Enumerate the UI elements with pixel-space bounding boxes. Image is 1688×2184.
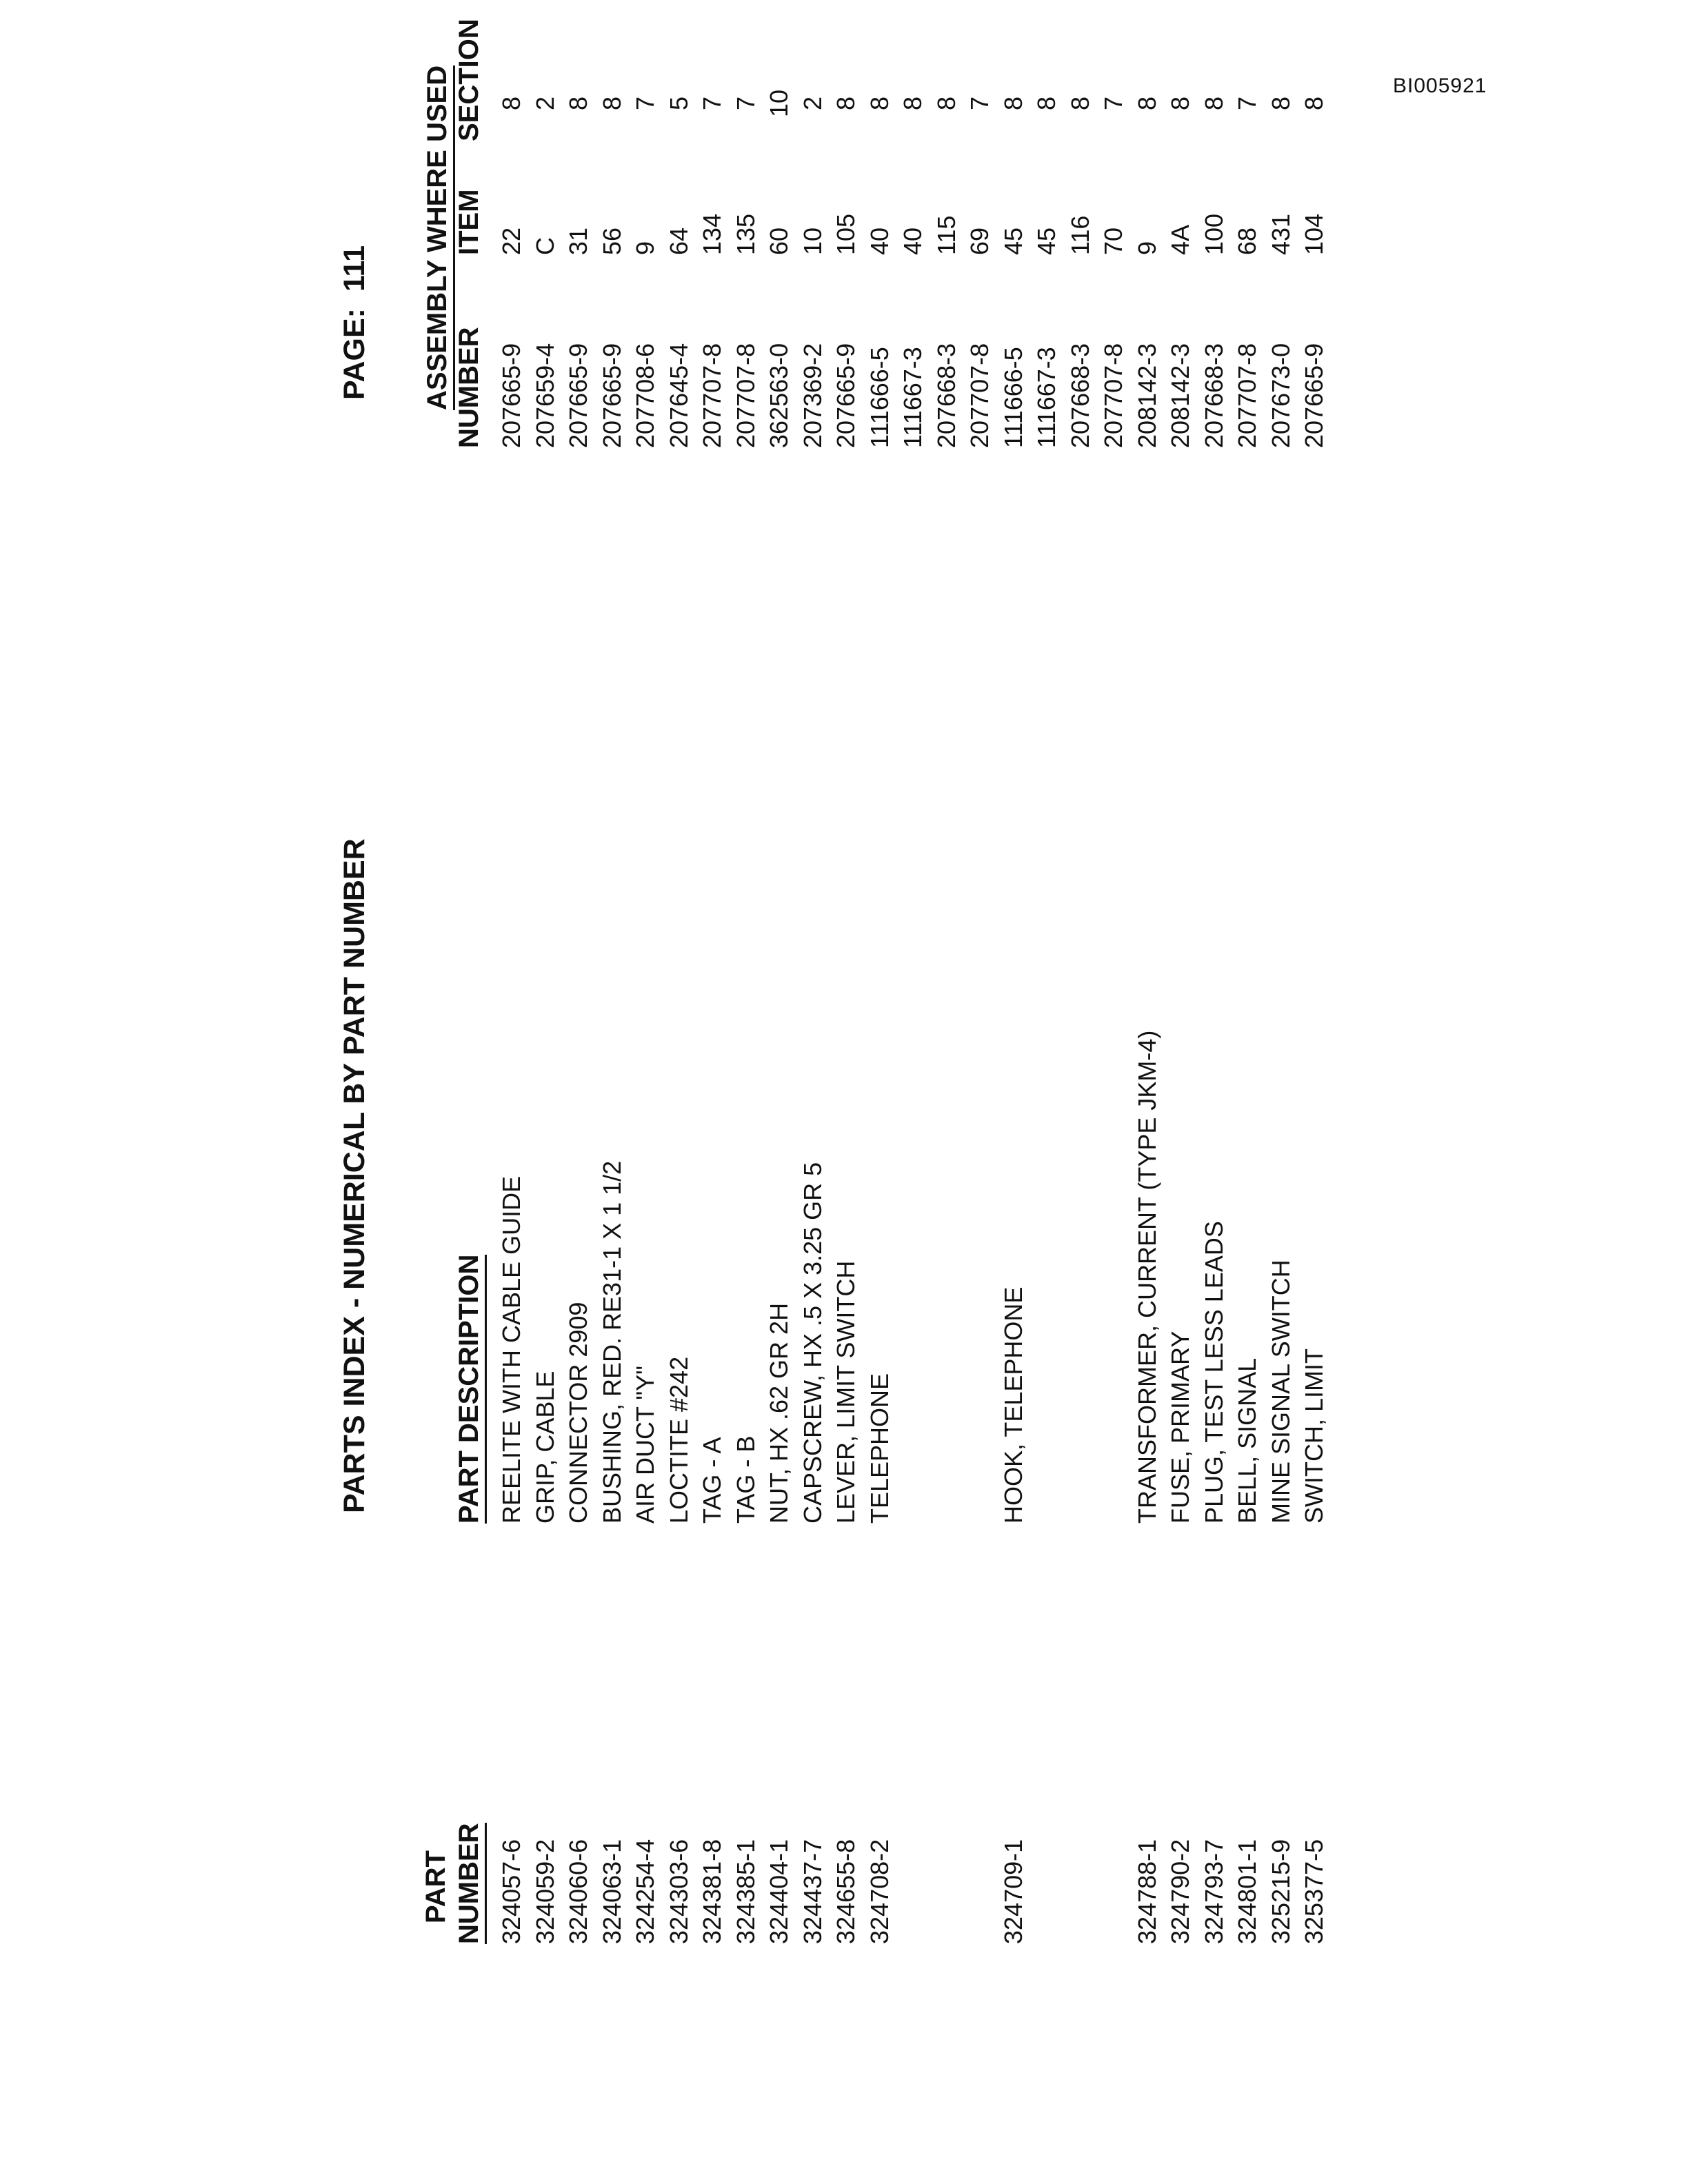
table-row <box>1198 96 1232 2151</box>
table-row <box>1131 96 1165 2151</box>
section: 7 <box>631 96 659 111</box>
assembly-number: 208142-3 <box>1166 343 1194 448</box>
table-row <box>529 96 563 2151</box>
part-number: 325377-5 <box>1300 1839 1328 1944</box>
header-part-number: NUMBER <box>454 1823 487 1944</box>
item: 69 <box>965 227 994 255</box>
assembly-number: 207668-3 <box>1199 343 1228 448</box>
table-row <box>997 96 1031 2151</box>
part-description: AIR DUCT "Y" <box>631 1366 659 1524</box>
section: 8 <box>597 96 626 111</box>
table-row <box>1164 96 1198 2151</box>
assembly-number: 111666-5 <box>998 347 1027 448</box>
item: 100 <box>1199 213 1228 255</box>
section: 8 <box>932 96 961 111</box>
assembly-number: 207707-8 <box>1233 343 1261 448</box>
section: 8 <box>1065 96 1094 111</box>
header-part: PART <box>421 1850 451 1923</box>
item: 431 <box>1266 213 1295 255</box>
assembly-number: 207369-2 <box>798 343 827 448</box>
part-description: MINE SIGNAL SWITCH <box>1266 1260 1295 1524</box>
section: 5 <box>664 96 693 111</box>
page-number-label <box>338 245 372 400</box>
table-row <box>763 89 796 2151</box>
table-row <box>730 96 763 2151</box>
part-description: TRANSFORMER, CURRENT (TYPE JKM-4) <box>1132 1030 1161 1524</box>
section: 7 <box>1233 96 1261 111</box>
assembly-number: 207665-9 <box>1300 343 1328 448</box>
table-row <box>596 96 630 2151</box>
item: 116 <box>1065 215 1094 255</box>
section: 7 <box>731 96 760 111</box>
header-item: ITEM <box>454 189 484 255</box>
item: 45 <box>998 227 1027 255</box>
table-row <box>830 96 863 2151</box>
table-row <box>1231 96 1265 2151</box>
section: 8 <box>865 96 894 111</box>
part-number: 324793-7 <box>1199 1839 1228 1944</box>
assembly-number: 207668-3 <box>932 343 961 448</box>
item: 135 <box>731 213 760 255</box>
part-number: 324788-1 <box>1132 1839 1161 1944</box>
assembly-number: 207665-9 <box>832 343 860 448</box>
item: 10 <box>798 227 827 255</box>
part-description: LOCTITE #242 <box>664 1356 693 1524</box>
item: 68 <box>1233 227 1261 255</box>
assembly-number: 111666-5 <box>865 347 894 448</box>
item: 70 <box>1099 227 1127 255</box>
assembly-number: 207707-8 <box>698 343 726 448</box>
part-number: 324057-6 <box>497 1839 525 1944</box>
assembly-number: 207665-9 <box>564 343 592 448</box>
part-number: 324404-1 <box>765 1839 793 1944</box>
part-number: 325215-9 <box>1266 1839 1295 1944</box>
item: 9 <box>631 241 659 255</box>
part-number: 324801-1 <box>1233 1839 1261 1944</box>
assembly-number: 207707-8 <box>1099 343 1127 448</box>
part-number: 324303-6 <box>664 1839 693 1944</box>
assembly-number: 207659-4 <box>530 343 559 448</box>
part-number: 324709-1 <box>998 1839 1027 1944</box>
part-number: 324437-7 <box>798 1839 827 1944</box>
section: 8 <box>1266 96 1295 111</box>
table-row <box>930 96 964 2151</box>
part-description: LEVER, LIMIT SWITCH <box>832 1260 860 1524</box>
part-number: 324063-1 <box>597 1839 626 1944</box>
item: 45 <box>1032 227 1061 255</box>
part-description: SWITCH, LIMIT <box>1300 1348 1328 1524</box>
assembly-number: 207645-4 <box>664 343 693 448</box>
table-row <box>562 96 596 2151</box>
section: 7 <box>698 96 726 111</box>
table-row <box>963 96 997 2151</box>
section: 8 <box>1032 96 1061 111</box>
table-row <box>1097 96 1131 2151</box>
part-description: HOOK, TELEPHONE <box>998 1286 1027 1524</box>
item: 40 <box>865 227 894 255</box>
item: 31 <box>564 227 592 255</box>
part-number: 324655-8 <box>832 1839 860 1944</box>
item: 56 <box>597 227 626 255</box>
part-description: TAG - B <box>731 1435 760 1524</box>
section: 8 <box>1199 96 1228 111</box>
page-label-text: PAGE: <box>338 308 371 400</box>
section: 2 <box>530 96 559 111</box>
table-row <box>796 96 830 2151</box>
section: 8 <box>898 96 927 111</box>
part-description: BELL, SIGNAL <box>1233 1357 1261 1524</box>
section: 8 <box>1166 96 1194 111</box>
part-number: 324381-8 <box>698 1839 726 1944</box>
part-description: GRIP, CABLE <box>530 1371 559 1524</box>
header-section: SECTION <box>454 19 484 141</box>
assembly-number: 111667-3 <box>898 347 927 448</box>
section: 8 <box>998 96 1027 111</box>
item: 64 <box>664 227 693 255</box>
part-description: PLUG, TEST LESS LEADS <box>1199 1221 1228 1524</box>
assembly-number: 111667-3 <box>1032 347 1061 448</box>
section: 2 <box>798 96 827 111</box>
item: 134 <box>698 213 726 255</box>
assembly-number: 207707-8 <box>731 343 760 448</box>
table-row <box>863 96 897 2151</box>
part-description: CAPSCREW, HX .5 X 3.25 GR 5 <box>798 1162 827 1524</box>
part-description: CONNECTOR 2909 <box>564 1302 592 1524</box>
header-assembly-where-used: ASSEMBLY WHERE USED <box>422 65 455 410</box>
assembly-number: 208142-3 <box>1132 343 1161 448</box>
page-title: PARTS INDEX - NUMERICAL BY PART NUMBER <box>338 838 371 1513</box>
header-assembly-number: NUMBER <box>454 327 484 448</box>
part-number: 324708-2 <box>865 1839 894 1944</box>
table-row <box>1298 96 1332 2151</box>
assembly-number: 207707-8 <box>965 343 994 448</box>
assembly-number: 207668-3 <box>1065 343 1094 448</box>
item: 115 <box>932 215 961 255</box>
parts-table <box>495 89 1332 2151</box>
part-description: FUSE, PRIMARY <box>1166 1331 1194 1524</box>
assembly-number: 362563-0 <box>765 343 793 448</box>
part-number: 324385-1 <box>731 1839 760 1944</box>
part-number: 324254-4 <box>631 1839 659 1944</box>
table-row <box>896 96 930 2151</box>
table-row <box>1265 96 1298 2151</box>
section: 7 <box>1099 96 1127 111</box>
part-description: BUSHING, RED. RE31-1 X 1 1/2 <box>597 1160 626 1524</box>
table-row <box>696 96 730 2151</box>
part-description: TAG - A <box>698 1437 726 1524</box>
section: 8 <box>1132 96 1161 111</box>
part-description: TELEPHONE <box>865 1373 894 1524</box>
table-row <box>629 96 663 2151</box>
assembly-number: 207665-9 <box>597 343 626 448</box>
section: 8 <box>497 96 525 111</box>
rotated-page <box>0 19 1328 2151</box>
table-row <box>495 96 529 2151</box>
part-number: 324060-6 <box>564 1839 592 1944</box>
table-row <box>663 96 696 2151</box>
table-row <box>1064 96 1098 2151</box>
document-id: BI005921 <box>1393 74 1487 97</box>
assembly-number: 207665-9 <box>497 343 525 448</box>
page-number: 111 <box>338 245 371 292</box>
section: 8 <box>564 96 592 111</box>
part-number: 324059-2 <box>530 1839 559 1944</box>
item: 105 <box>832 213 860 255</box>
item: 9 <box>1132 241 1161 255</box>
section: 8 <box>1300 96 1328 111</box>
item: 104 <box>1300 213 1328 255</box>
item: 40 <box>898 227 927 255</box>
item: C <box>530 237 559 255</box>
part-number: 324790-2 <box>1166 1839 1194 1944</box>
section: 7 <box>965 96 994 111</box>
table-row <box>1030 96 1064 2151</box>
header-part-description: PART DESCRIPTION <box>454 1255 487 1524</box>
section: 10 <box>765 89 793 117</box>
item: 4A <box>1166 224 1194 255</box>
assembly-number: 207708-6 <box>631 343 659 448</box>
assembly-number: 207673-0 <box>1266 343 1295 448</box>
part-description: NUT, HX .62 GR 2H <box>765 1302 793 1524</box>
item: 22 <box>497 227 525 255</box>
section: 8 <box>832 96 860 111</box>
part-description: REELITE WITH CABLE GUIDE <box>497 1175 525 1524</box>
item: 60 <box>765 227 793 255</box>
